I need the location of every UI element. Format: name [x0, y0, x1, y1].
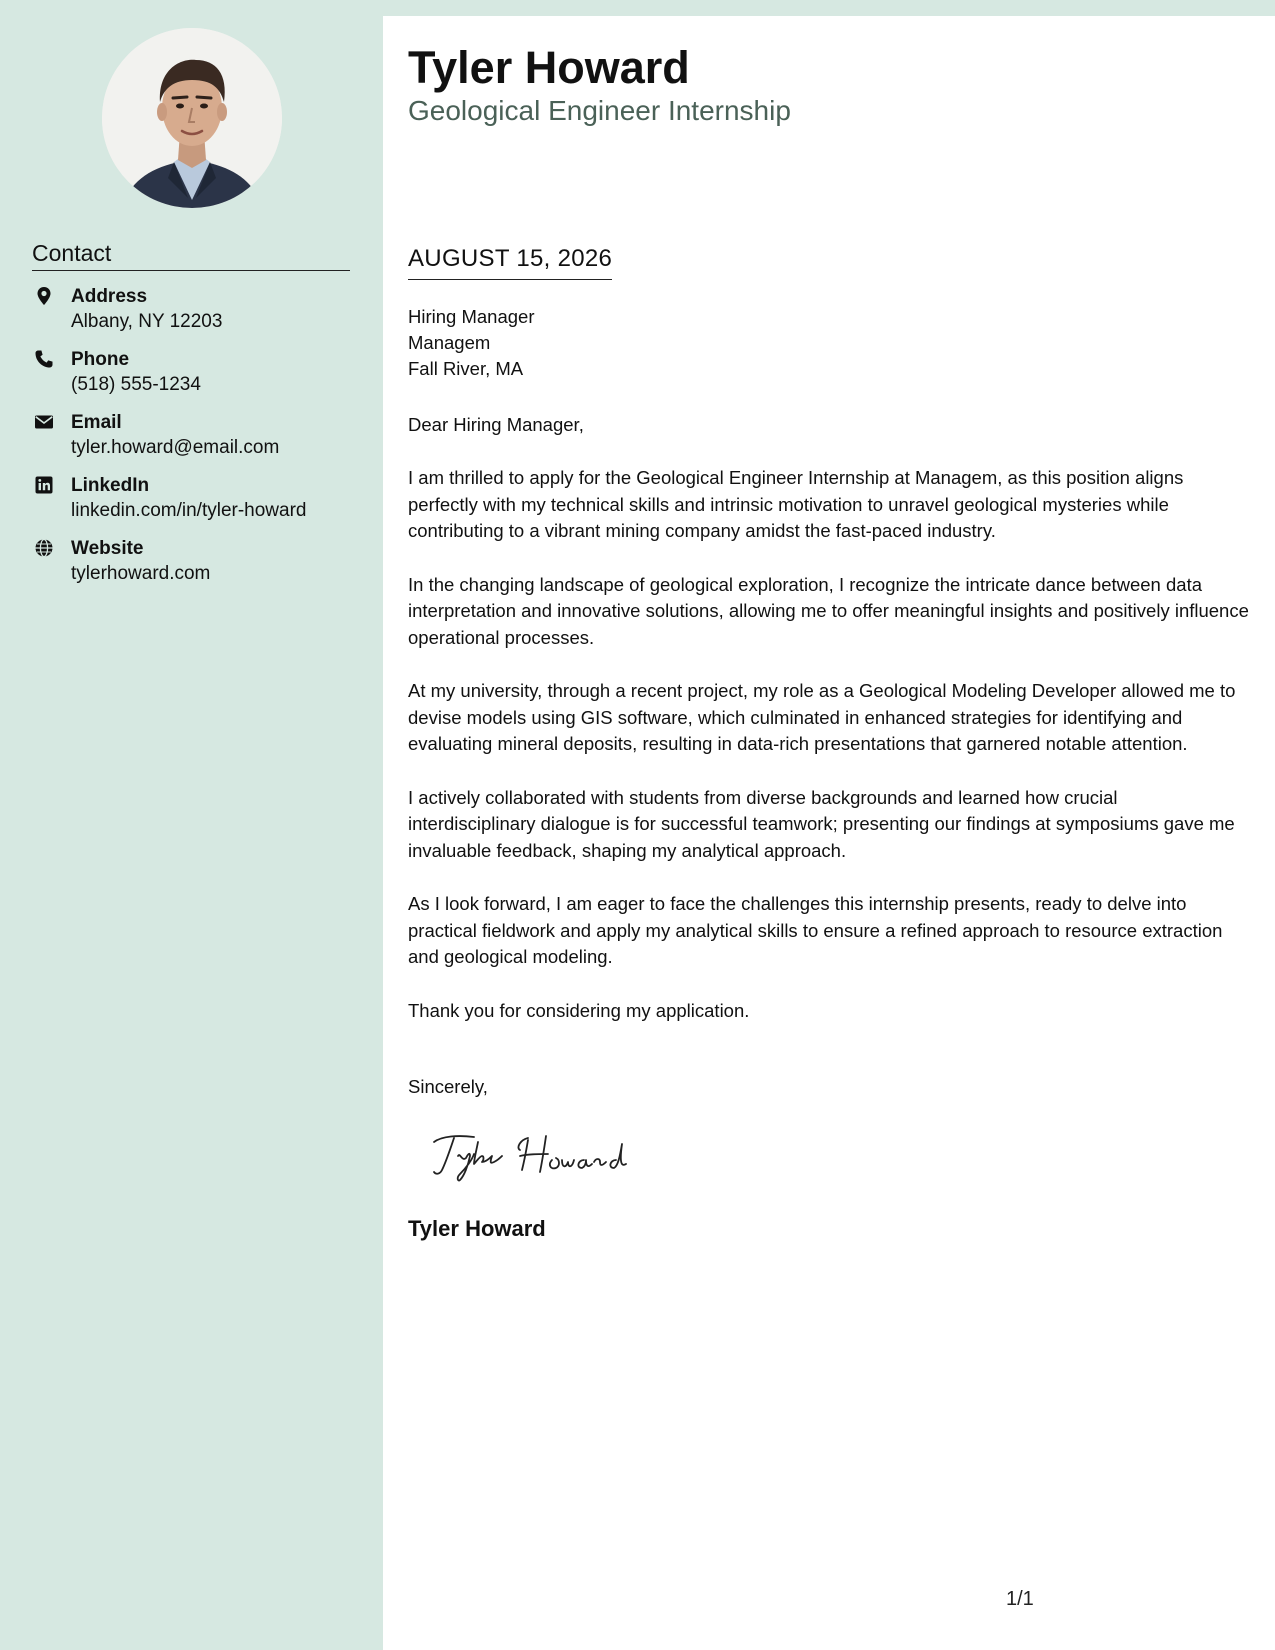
- envelope-icon: [34, 412, 54, 432]
- body-paragraph: As I look forward, I am eager to face the challenges this internship presents, ready to delve into practical fieldwork and apply my analytical skills to ensure a refined approach to resource extraction and geological modeling.: [408, 893, 1223, 967]
- page-number: 1/1: [1006, 1588, 1034, 1610]
- contact-item-website: [32, 536, 362, 599]
- body-paragraph: At my university, through a recent project, my role as a Geological Modeling Developer allowed me to devise models using GIS software, which culminated in enhanced strategies for identifying and evaluating mineral deposits, resulting in data-rich presentations that garnered notable attention.: [408, 680, 1236, 754]
- letter-date: AUGUST 15, 2026: [408, 244, 612, 280]
- handwritten-signature: [428, 1126, 668, 1186]
- contact-label: Address: [71, 286, 148, 307]
- avatar: [102, 28, 282, 208]
- contact-label: Email: [71, 412, 122, 433]
- phone-value: (518) 555-1234: [71, 374, 201, 395]
- body-paragraph: In the changing landscape of geological exploration, I recognize the intricate dance between data interpretation and innovative solutions, allowing me to offer meaningful insights and positively influence operational processes.: [408, 573, 1249, 648]
- closing: Sincerely,: [408, 1076, 488, 1097]
- job-title: Geological Engineer Internship: [408, 95, 791, 126]
- contact-label: LinkedIn: [71, 475, 150, 496]
- applicant-name: Tyler Howard: [408, 42, 690, 93]
- globe-icon: [34, 538, 54, 558]
- linkedin-icon: [34, 475, 54, 495]
- recipient-company: Managem: [408, 332, 491, 353]
- contact-heading: Contact: [32, 240, 350, 271]
- contact-item-linkedin: [32, 473, 362, 536]
- signer-name: Tyler Howard: [408, 1216, 546, 1241]
- body-paragraph: Thank you for considering my application.: [408, 999, 750, 1021]
- contact-item-address: [32, 284, 362, 347]
- contact-label: Phone: [71, 349, 130, 370]
- contact-item-email: [32, 410, 362, 473]
- map-pin-icon: [34, 286, 54, 306]
- address-value: Albany, NY 12203: [71, 311, 223, 332]
- body-paragraph: I actively collaborated with students from diverse backgrounds and learned how crucial interdisciplinary dialogue is for successful teamwork; presenting our findings at symposiums gave me invaluable feedback, shaping my analytical approach.: [408, 786, 1235, 861]
- sidebar: [0, 0, 383, 1650]
- phone-icon: [34, 349, 54, 369]
- contact-label: Website: [71, 538, 144, 559]
- website-value: tylerhoward.com: [71, 563, 211, 584]
- salutation: Dear Hiring Manager,: [408, 414, 584, 435]
- recipient-location: Fall River, MA: [408, 358, 524, 379]
- recipient-block: [408, 304, 534, 382]
- recipient-title: Hiring Manager: [408, 306, 535, 327]
- letter-page: [383, 16, 1275, 1650]
- linkedin-value: linkedin.com/in/tyler-howard: [71, 500, 307, 521]
- contact-item-phone: [32, 347, 362, 410]
- email-value: tyler.howard@email.com: [71, 437, 280, 458]
- letter-body: [408, 465, 1250, 1051]
- body-paragraph: I am thrilled to apply for the Geological Engineer Internship at Managem, as this position aligns perfectly with my technical skills and intrinsic motivation to unravel geological mysteries while contributing to a vibrant mining company amidst the fast-paced industry.: [408, 467, 1184, 541]
- contact-list: [32, 284, 362, 599]
